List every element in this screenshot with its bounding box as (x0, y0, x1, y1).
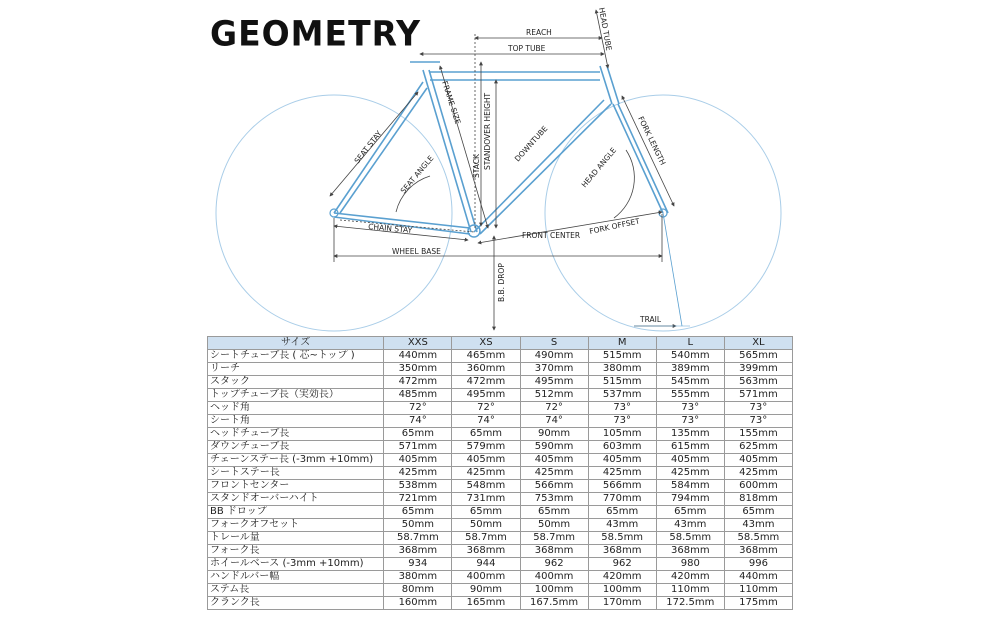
table-cell: 65mm (656, 506, 724, 519)
table-cell: 65mm (724, 506, 792, 519)
table-cell: 944 (452, 558, 520, 571)
table-cell: 934 (384, 558, 452, 571)
table-cell: 495mm (520, 376, 588, 389)
table-cell: 603mm (588, 441, 656, 454)
table-cell: 90mm (452, 584, 520, 597)
row-label: リーチ (208, 363, 384, 376)
row-label: シート角 (208, 415, 384, 428)
label-top-tube: TOP TUBE (508, 44, 546, 53)
table-cell: 515mm (588, 376, 656, 389)
table-row (208, 428, 793, 441)
table-cell: 58.5mm (588, 532, 656, 545)
row-label: トレール量 (208, 532, 384, 545)
label-fork-offset: FORK OFFSET (588, 216, 641, 236)
table-cell: 370mm (520, 363, 588, 376)
header-s: S (520, 337, 588, 350)
header-m: M (588, 337, 656, 350)
table-cell: 425mm (724, 467, 792, 480)
table-cell: 43mm (724, 519, 792, 532)
table-cell: 74° (520, 415, 588, 428)
table-cell: 100mm (520, 584, 588, 597)
table-cell: 170mm (588, 597, 656, 610)
label-wheel-base: WHEEL BASE (392, 247, 441, 256)
table-cell: 50mm (384, 519, 452, 532)
table-cell: 105mm (588, 428, 656, 441)
table-cell: 400mm (520, 571, 588, 584)
row-label: チェーンステー長 (-3mm +10mm) (208, 454, 384, 467)
table-cell: 73° (724, 415, 792, 428)
table-cell: 110mm (724, 584, 792, 597)
table-cell: 600mm (724, 480, 792, 493)
table-cell: 72° (452, 402, 520, 415)
table-row (208, 584, 793, 597)
table-cell: 172.5mm (656, 597, 724, 610)
table-cell: 563mm (724, 376, 792, 389)
row-label: ハンドルバー幅 (208, 571, 384, 584)
table-row (208, 480, 793, 493)
table-cell: 405mm (724, 454, 792, 467)
table-cell: 565mm (724, 350, 792, 363)
table-cell: 100mm (588, 584, 656, 597)
table-cell: 721mm (384, 493, 452, 506)
table-cell: 72° (384, 402, 452, 415)
table-cell: 495mm (452, 389, 520, 402)
table-cell: 380mm (588, 363, 656, 376)
table-row (208, 571, 793, 584)
table-cell: 368mm (656, 545, 724, 558)
table-row (208, 467, 793, 480)
label-front-center: FRONT CENTER (522, 231, 581, 240)
row-label: BB ドロップ (208, 506, 384, 519)
table-cell: 65mm (588, 506, 656, 519)
label-standover-height: STANDOVER HEIGHT (483, 92, 492, 170)
table-cell: 368mm (384, 545, 452, 558)
row-label: ダウンチューブ長 (208, 441, 384, 454)
label-downtube: DOWNTUBE (512, 124, 550, 164)
header-l: L (656, 337, 724, 350)
bike-frame (334, 62, 668, 234)
table-cell: 490mm (520, 350, 588, 363)
table-row (208, 597, 793, 610)
table-cell: 485mm (384, 389, 452, 402)
table-cell: 74° (384, 415, 452, 428)
row-label: ステム長 (208, 584, 384, 597)
table-cell: 615mm (656, 441, 724, 454)
header-xl: XL (724, 337, 792, 350)
table-cell: 584mm (656, 480, 724, 493)
table-cell: 472mm (384, 376, 452, 389)
table-cell: 389mm (656, 363, 724, 376)
table-cell: 996 (724, 558, 792, 571)
table-cell: 90mm (520, 428, 588, 441)
table-body (208, 350, 793, 610)
table-cell: 548mm (452, 480, 520, 493)
label-reach: REACH (526, 28, 552, 37)
label-trail: TRAIL (640, 315, 662, 324)
table-cell: 590mm (520, 441, 588, 454)
label-fork-length: FORK LENGTH (636, 114, 668, 167)
table-cell: 399mm (724, 363, 792, 376)
table-cell: 465mm (452, 350, 520, 363)
table-cell: 368mm (588, 545, 656, 558)
table-cell: 80mm (384, 584, 452, 597)
table-cell: 165mm (452, 597, 520, 610)
table-cell: 405mm (452, 454, 520, 467)
table-row (208, 402, 793, 415)
table-header-row (208, 337, 793, 350)
page-title: GEOMETRY (210, 13, 422, 54)
row-label: ヘッドチューブ長 (208, 428, 384, 441)
table-cell: 405mm (520, 454, 588, 467)
table-cell: 440mm (384, 350, 452, 363)
table-row (208, 454, 793, 467)
table-cell: 400mm (452, 571, 520, 584)
geometry-table (207, 336, 793, 610)
table-cell: 368mm (724, 545, 792, 558)
label-frame-size: FRAME SIZE (440, 79, 463, 126)
table-cell: 538mm (384, 480, 452, 493)
table-cell: 368mm (452, 545, 520, 558)
table-cell: 50mm (452, 519, 520, 532)
table-cell: 980 (656, 558, 724, 571)
table-cell: 72° (520, 402, 588, 415)
table-cell: 512mm (520, 389, 588, 402)
row-label: ヘッド角 (208, 402, 384, 415)
table-cell: 794mm (656, 493, 724, 506)
table-cell: 571mm (384, 441, 452, 454)
row-label: スタンドオーバーハイト (208, 493, 384, 506)
table-cell: 368mm (520, 545, 588, 558)
table-cell: 420mm (656, 571, 724, 584)
table-cell: 74° (452, 415, 520, 428)
table-cell: 472mm (452, 376, 520, 389)
table-cell: 380mm (384, 571, 452, 584)
row-label: シートチューブ長 ( 芯~トップ ) (208, 350, 384, 363)
table-cell: 440mm (724, 571, 792, 584)
label-stack: STACK (472, 154, 481, 178)
table-cell: 545mm (656, 376, 724, 389)
table-cell: 160mm (384, 597, 452, 610)
table-cell: 65mm (452, 428, 520, 441)
table-cell: 555mm (656, 389, 724, 402)
row-label: スタック (208, 376, 384, 389)
table-cell: 58.5mm (656, 532, 724, 545)
header-size: サイズ (208, 337, 384, 350)
table-row (208, 558, 793, 571)
table-cell: 175mm (724, 597, 792, 610)
table-cell: 425mm (452, 467, 520, 480)
dimension-lines (330, 10, 690, 330)
table-row (208, 519, 793, 532)
table-cell: 360mm (452, 363, 520, 376)
table-cell: 65mm (452, 506, 520, 519)
table-cell: 540mm (656, 350, 724, 363)
table-cell: 579mm (452, 441, 520, 454)
table-row (208, 532, 793, 545)
table-cell: 625mm (724, 441, 792, 454)
row-label: シートステー長 (208, 467, 384, 480)
table-cell: 73° (656, 415, 724, 428)
table-cell: 537mm (588, 389, 656, 402)
table-cell: 571mm (724, 389, 792, 402)
table-row (208, 493, 793, 506)
table-cell: 50mm (520, 519, 588, 532)
row-label: フロントセンター (208, 480, 384, 493)
table-cell: 515mm (588, 350, 656, 363)
table-cell: 43mm (656, 519, 724, 532)
table-cell: 65mm (520, 506, 588, 519)
table-cell: 43mm (588, 519, 656, 532)
table-cell: 73° (588, 402, 656, 415)
table-cell: 405mm (588, 454, 656, 467)
table-cell: 110mm (656, 584, 724, 597)
table-row (208, 389, 793, 402)
row-label: ホイールベース (-3mm +10mm) (208, 558, 384, 571)
table-cell: 155mm (724, 428, 792, 441)
row-label: トップチューブ長（実効長） (208, 389, 384, 402)
label-chain-stay: CHAIN STAY (367, 222, 413, 235)
table-cell: 58.5mm (724, 532, 792, 545)
table-cell: 167.5mm (520, 597, 588, 610)
table-row (208, 506, 793, 519)
table-cell: 425mm (588, 467, 656, 480)
table-row (208, 376, 793, 389)
table-row (208, 441, 793, 454)
label-seat-angle: SEAT ANGLE (398, 153, 436, 196)
table-cell: 65mm (384, 428, 452, 441)
table-row (208, 415, 793, 428)
table-row (208, 545, 793, 558)
table-cell: 770mm (588, 493, 656, 506)
table-cell: 58.7mm (384, 532, 452, 545)
table-cell: 566mm (520, 480, 588, 493)
table-cell: 818mm (724, 493, 792, 506)
table-cell: 420mm (588, 571, 656, 584)
table-cell: 405mm (384, 454, 452, 467)
table-cell: 405mm (656, 454, 724, 467)
table-row (208, 350, 793, 363)
table-cell: 58.7mm (452, 532, 520, 545)
table-cell: 566mm (588, 480, 656, 493)
label-bb-drop: B.B. DROP (497, 263, 506, 302)
table-cell: 962 (520, 558, 588, 571)
table-row (208, 363, 793, 376)
table-cell: 135mm (656, 428, 724, 441)
table-cell: 65mm (384, 506, 452, 519)
header-xs: XS (452, 337, 520, 350)
table-cell: 425mm (520, 467, 588, 480)
header-xxs: XXS (384, 337, 452, 350)
row-label: フォーク長 (208, 545, 384, 558)
row-label: クランク長 (208, 597, 384, 610)
table-cell: 731mm (452, 493, 520, 506)
table-cell: 73° (656, 402, 724, 415)
table-cell: 350mm (384, 363, 452, 376)
table-cell: 962 (588, 558, 656, 571)
table-cell: 73° (724, 402, 792, 415)
table-cell: 753mm (520, 493, 588, 506)
label-head-tube: HEAD TUBE (597, 6, 614, 52)
table-cell: 58.7mm (520, 532, 588, 545)
table-cell: 425mm (656, 467, 724, 480)
label-head-angle: HEAD ANGLE (579, 145, 619, 190)
row-label: フォークオフセット (208, 519, 384, 532)
table-cell: 425mm (384, 467, 452, 480)
label-seat-stay: SEAT STAY (352, 129, 384, 166)
table-cell: 73° (588, 415, 656, 428)
